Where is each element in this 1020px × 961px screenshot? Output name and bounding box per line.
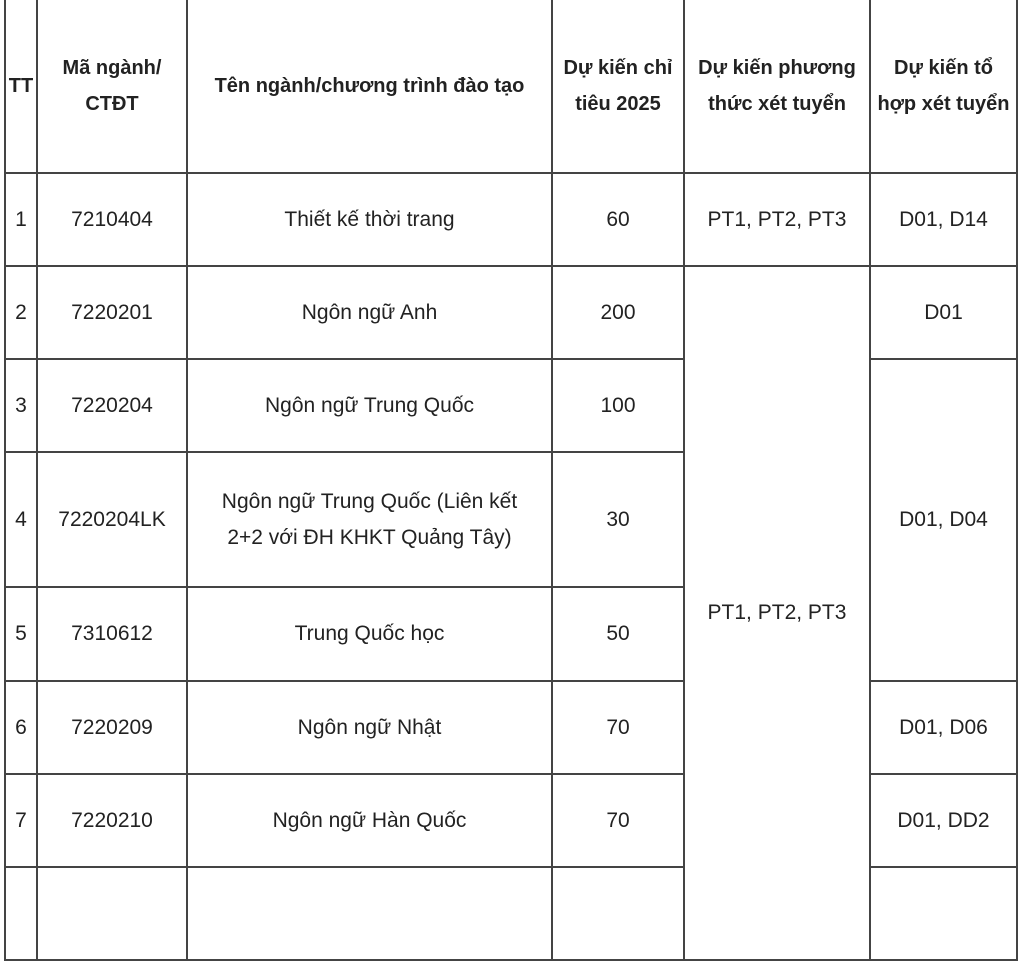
cell-tt: 6 [5, 681, 37, 774]
cell-code: 7220209 [37, 681, 187, 774]
cell-code: 7220204LK [37, 452, 187, 587]
admissions-table [4, 0, 1018, 961]
cell-tt: 3 [5, 359, 37, 452]
cell-method-merged: PT1, PT2, PT3 [684, 266, 870, 960]
cell-name: Ngôn ngữ Trung Quốc (Liên kết 2+2 với ĐH KHKT Quảng Tây) [187, 452, 552, 587]
cell-tt: 4 [5, 452, 37, 587]
cell-code: 7220201 [37, 266, 187, 359]
cell-tt: 1 [5, 173, 37, 266]
header-quota: Dự kiến chỉ tiêu 2025 [552, 0, 684, 173]
cell-combo: D01, D14 [870, 173, 1017, 266]
table-row [5, 173, 1017, 266]
cell-tt: 5 [5, 587, 37, 681]
cell-code [37, 867, 187, 960]
cell-name: Ngôn ngữ Trung Quốc [187, 359, 552, 452]
cell-tt [5, 867, 37, 960]
table-row [5, 266, 1017, 359]
cell-name [187, 867, 552, 960]
cell-name: Ngôn ngữ Nhật [187, 681, 552, 774]
header-row [5, 0, 1017, 173]
cell-name: Trung Quốc học [187, 587, 552, 681]
cell-quota: 200 [552, 266, 684, 359]
cell-method: PT1, PT2, PT3 [684, 173, 870, 266]
header-code: Mã ngành/ CTĐT [37, 0, 187, 173]
cell-tt: 7 [5, 774, 37, 867]
cell-quota: 30 [552, 452, 684, 587]
cell-code: 7220210 [37, 774, 187, 867]
cell-name: Thiết kế thời trang [187, 173, 552, 266]
cell-quota: 60 [552, 173, 684, 266]
cell-combo: D01, D06 [870, 681, 1017, 774]
cell-name: Ngôn ngữ Hàn Quốc [187, 774, 552, 867]
cell-code: 7220204 [37, 359, 187, 452]
header-tt: TT [5, 0, 37, 173]
cell-quota: 70 [552, 681, 684, 774]
header-name: Tên ngành/chương trình đào tạo [187, 0, 552, 173]
header-combo: Dự kiến tổ hợp xét tuyển [870, 0, 1017, 173]
cell-combo: D01 [870, 266, 1017, 359]
cell-quota: 100 [552, 359, 684, 452]
cell-combo [870, 867, 1017, 960]
cell-combo-merged: D01, D04 [870, 359, 1017, 681]
header-method: Dự kiến phương thức xét tuyển [684, 0, 870, 173]
cell-code: 7310612 [37, 587, 187, 681]
cell-quota [552, 867, 684, 960]
cell-combo: D01, DD2 [870, 774, 1017, 867]
cell-name: Ngôn ngữ Anh [187, 266, 552, 359]
cell-tt: 2 [5, 266, 37, 359]
cell-quota: 50 [552, 587, 684, 681]
cell-code: 7210404 [37, 173, 187, 266]
cell-quota: 70 [552, 774, 684, 867]
